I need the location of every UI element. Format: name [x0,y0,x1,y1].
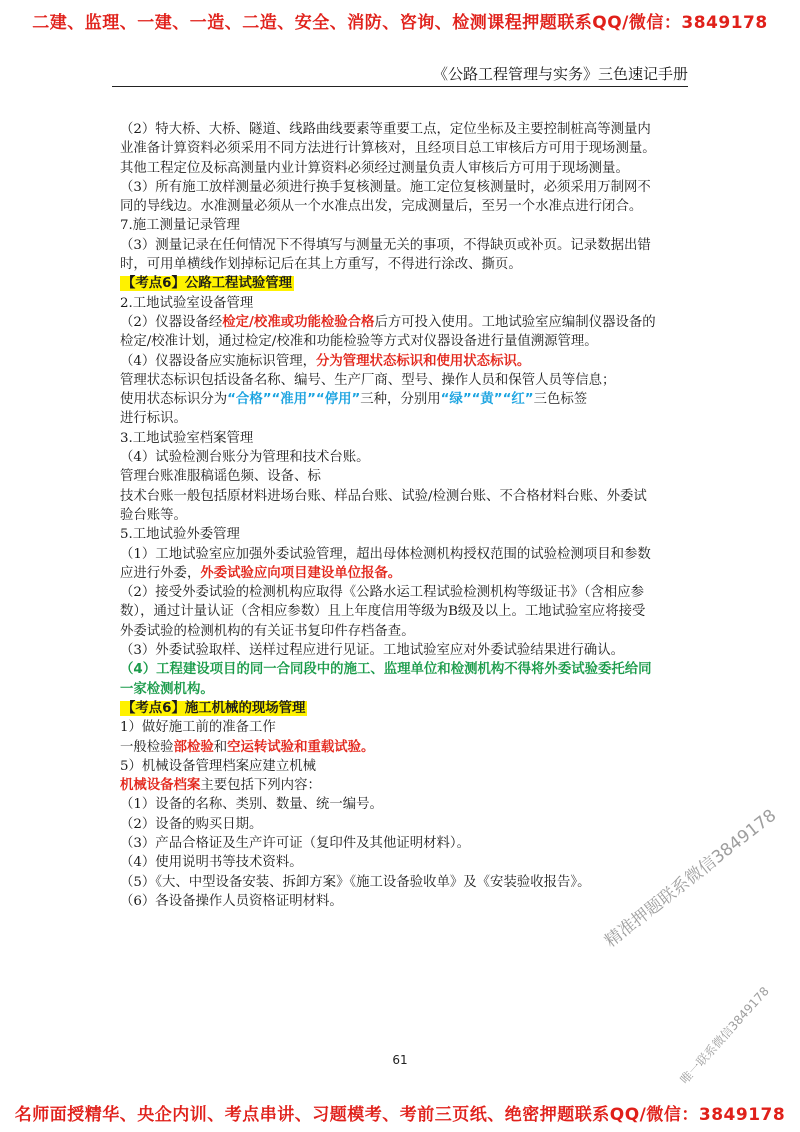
text-run: （2）接受外委试验的检测机构应取得《公路水运工程试验检测机构等级证书》（含相应参 [120,585,645,601]
text-run: 时，可用单横线作划掉标记后在其上方重写，不得进行涂改、撕页。 [120,257,522,273]
text-run: 三种，分别用 [360,392,441,408]
text-line [120,139,692,158]
text-run: 技术台账一般包括原材料进场台账、样品台账、试验/检测台账、不合格材料台账、外委试 [120,488,647,504]
emphasis-text: 外委试验应向项目建设单位报备。 [200,565,402,581]
section-heading: 【考点6】公路工程试验管理 [122,276,293,292]
text-run: 其他工程定位及标高测量内业计算资料必须经过测量负责人审核后方可用于现场测量。 [120,160,629,176]
top-banner: 二建、监理、一建、一造、二造、安全、消防、咨询、检测课程押题联系QQ/微信：3849178 [32,13,768,33]
text-line [120,602,692,621]
text-run: （3）所有施工放样测量必须进行换手复核测量。施工定位复核测量时，必须采用万制网不 [120,179,651,195]
text-run: 1）做好施工前的准备工作 [120,720,276,736]
text-line [120,294,692,313]
watermark-text-secondary: 唯一联系微信3849178 [677,984,772,1087]
emphasis-text: 分为管理状态标识和使用状态标识。 [316,353,531,369]
page-number: 61 [392,1053,408,1067]
text-line [120,738,692,757]
text-run: 三色标签 [533,392,588,408]
text-run: （4）仪器设备应实施标识管理， [120,353,316,369]
bottom-banner: 名师面授精华、央企内训、考点串讲、习题模考、考前三页纸、绝密押题联系QQ/微信：3849178 [14,1105,786,1125]
text-line [120,371,692,390]
text-line [120,699,692,718]
text-run: 和 [213,739,228,755]
text-run: 后方可投入使用。工地试验室应编制仪器设备的 [374,314,656,330]
text-run: （5）《大、中型设备安装、拆卸方案》《施工设备验收单》及《安装验收报告》。 [120,874,591,890]
emphasis-text: 部检验 [173,739,214,755]
text-run: 5.工地试验外委管理 [120,527,240,543]
header-rule [112,86,688,87]
text-line [120,120,692,139]
text-line [120,197,692,216]
text-line [120,892,692,911]
emphasis-text: 机械设备档案 [120,778,201,794]
text-line [120,216,692,235]
text-run: （3）产品合格证及生产许可证（复印件及其他证明材料）。 [120,835,470,851]
text-run: 主要包括下列内容： [200,778,321,794]
text-run: （4）试验检测台账分为管理和技术台账。 [120,450,370,466]
text-run: 2.工地试验室设备管理 [120,295,254,311]
text-line [120,641,692,660]
text-line [120,274,692,293]
text-line [120,390,692,409]
text-line [120,718,692,737]
text-line [120,776,692,795]
watermark-text: 精准押题联系微信3849178 [601,805,781,952]
text-line [120,583,692,602]
text-run: 5）机械设备管理档案应建立机械 [120,758,316,774]
text-line [120,834,692,853]
text-line [120,757,692,776]
text-line [120,255,692,274]
text-line [120,352,692,371]
running-header: 《公路工程管理与实务》三色速记手册 [432,65,688,83]
section-heading: 【考点6】施工机械的现场管理 [122,700,306,716]
text-line [120,853,692,872]
text-line [120,815,692,834]
text-run: （2）设备的购买日期。 [120,816,263,832]
text-line [120,660,692,679]
text-line [120,525,692,544]
text-line [120,680,692,699]
text-line [120,467,692,486]
text-run: （1）工地试验室应加强外委试验管理，超出母体检测机构授权范围的试验检测项目和参数 [120,546,651,562]
emphasis-text: “合格”“准用”“停用” [227,392,361,408]
text-run: 管理台账准服稿谣色频、设备、标 [120,469,321,485]
text-run: 管理状态标识包括设备名称、编号、生产厂商、型号、操作人员和保管人员等信息； [120,372,616,388]
emphasis-text: 一家检测机构。 [120,681,214,697]
text-line [120,545,692,564]
text-line [120,795,692,814]
text-line [120,236,692,255]
text-line [120,429,692,448]
text-run: （3）测量记录在任何情况下不得填写与测量无关的事项，不得缺页或补页。记录数据出错 [120,237,651,253]
emphasis-text: 空运转试验和重载试验。 [227,739,375,755]
text-line [120,332,692,351]
emphasis-text: “绿”“黄”“红” [440,392,534,408]
text-run: 3.工地试验室档案管理 [120,430,254,446]
text-line [120,506,692,525]
text-run: （3）外委试验取样、送样过程应进行见证。工地试验室应对外委试验结果进行确认。 [120,643,624,659]
text-run: 同的导线边。水准测量必须从一个水准点出发，完成测量后，至另一个水准点进行闭合。 [120,199,643,215]
emphasis-text: 检定/校准或功能检验合格 [222,314,375,330]
text-line [120,178,692,197]
text-run: 应进行外委， [120,565,201,581]
text-run: 一般检验 [120,739,174,755]
text-run: 数），通过计量认证（含相应参数）且上年度信用等级为B级及以上。工地试验室应将接受 [120,604,646,620]
text-run: 检定/校准计划，通过检定/校准和功能检验等方式对仪器设备进行量值溯源管理。 [120,334,598,350]
text-run: 7.施工测量记录管理 [120,218,240,234]
text-line [120,159,692,178]
text-run: （2）特大桥、大桥、隧道、线路曲线要素等重要工点，定位坐标及主要控制桩高等测量内 [120,122,651,137]
text-run: （2）仪器设备经 [120,314,223,330]
text-run: 使用状态标识分为 [120,392,228,408]
text-run: 业准备计算资料必须采用不同方法进行计算核对，且经项目总工审核后方可用于现场测量。 [120,141,656,157]
text-run: 外委试验的检测机构的有关证书复印件存档备查。 [120,623,415,639]
text-line [120,564,692,583]
text-run: 验台账等。 [120,507,187,523]
text-line [120,873,692,892]
text-line [120,487,692,506]
text-line [120,409,692,428]
text-run: （6）各设备操作人员资格证明材料。 [120,893,343,909]
emphasis-text: （4）工程建设项目的同一合同段中的施工、监理单位和检测机构不得将外委试验委托给同 [120,662,652,678]
text-line [120,448,692,467]
text-line [120,622,692,641]
text-run: （4）使用说明书等技术资料。 [120,855,303,871]
text-line [120,313,692,332]
page-content [120,120,692,911]
text-run: （1）设备的名称、类别、数量、统一编号。 [120,797,383,813]
text-run: 进行标识。 [120,411,187,427]
